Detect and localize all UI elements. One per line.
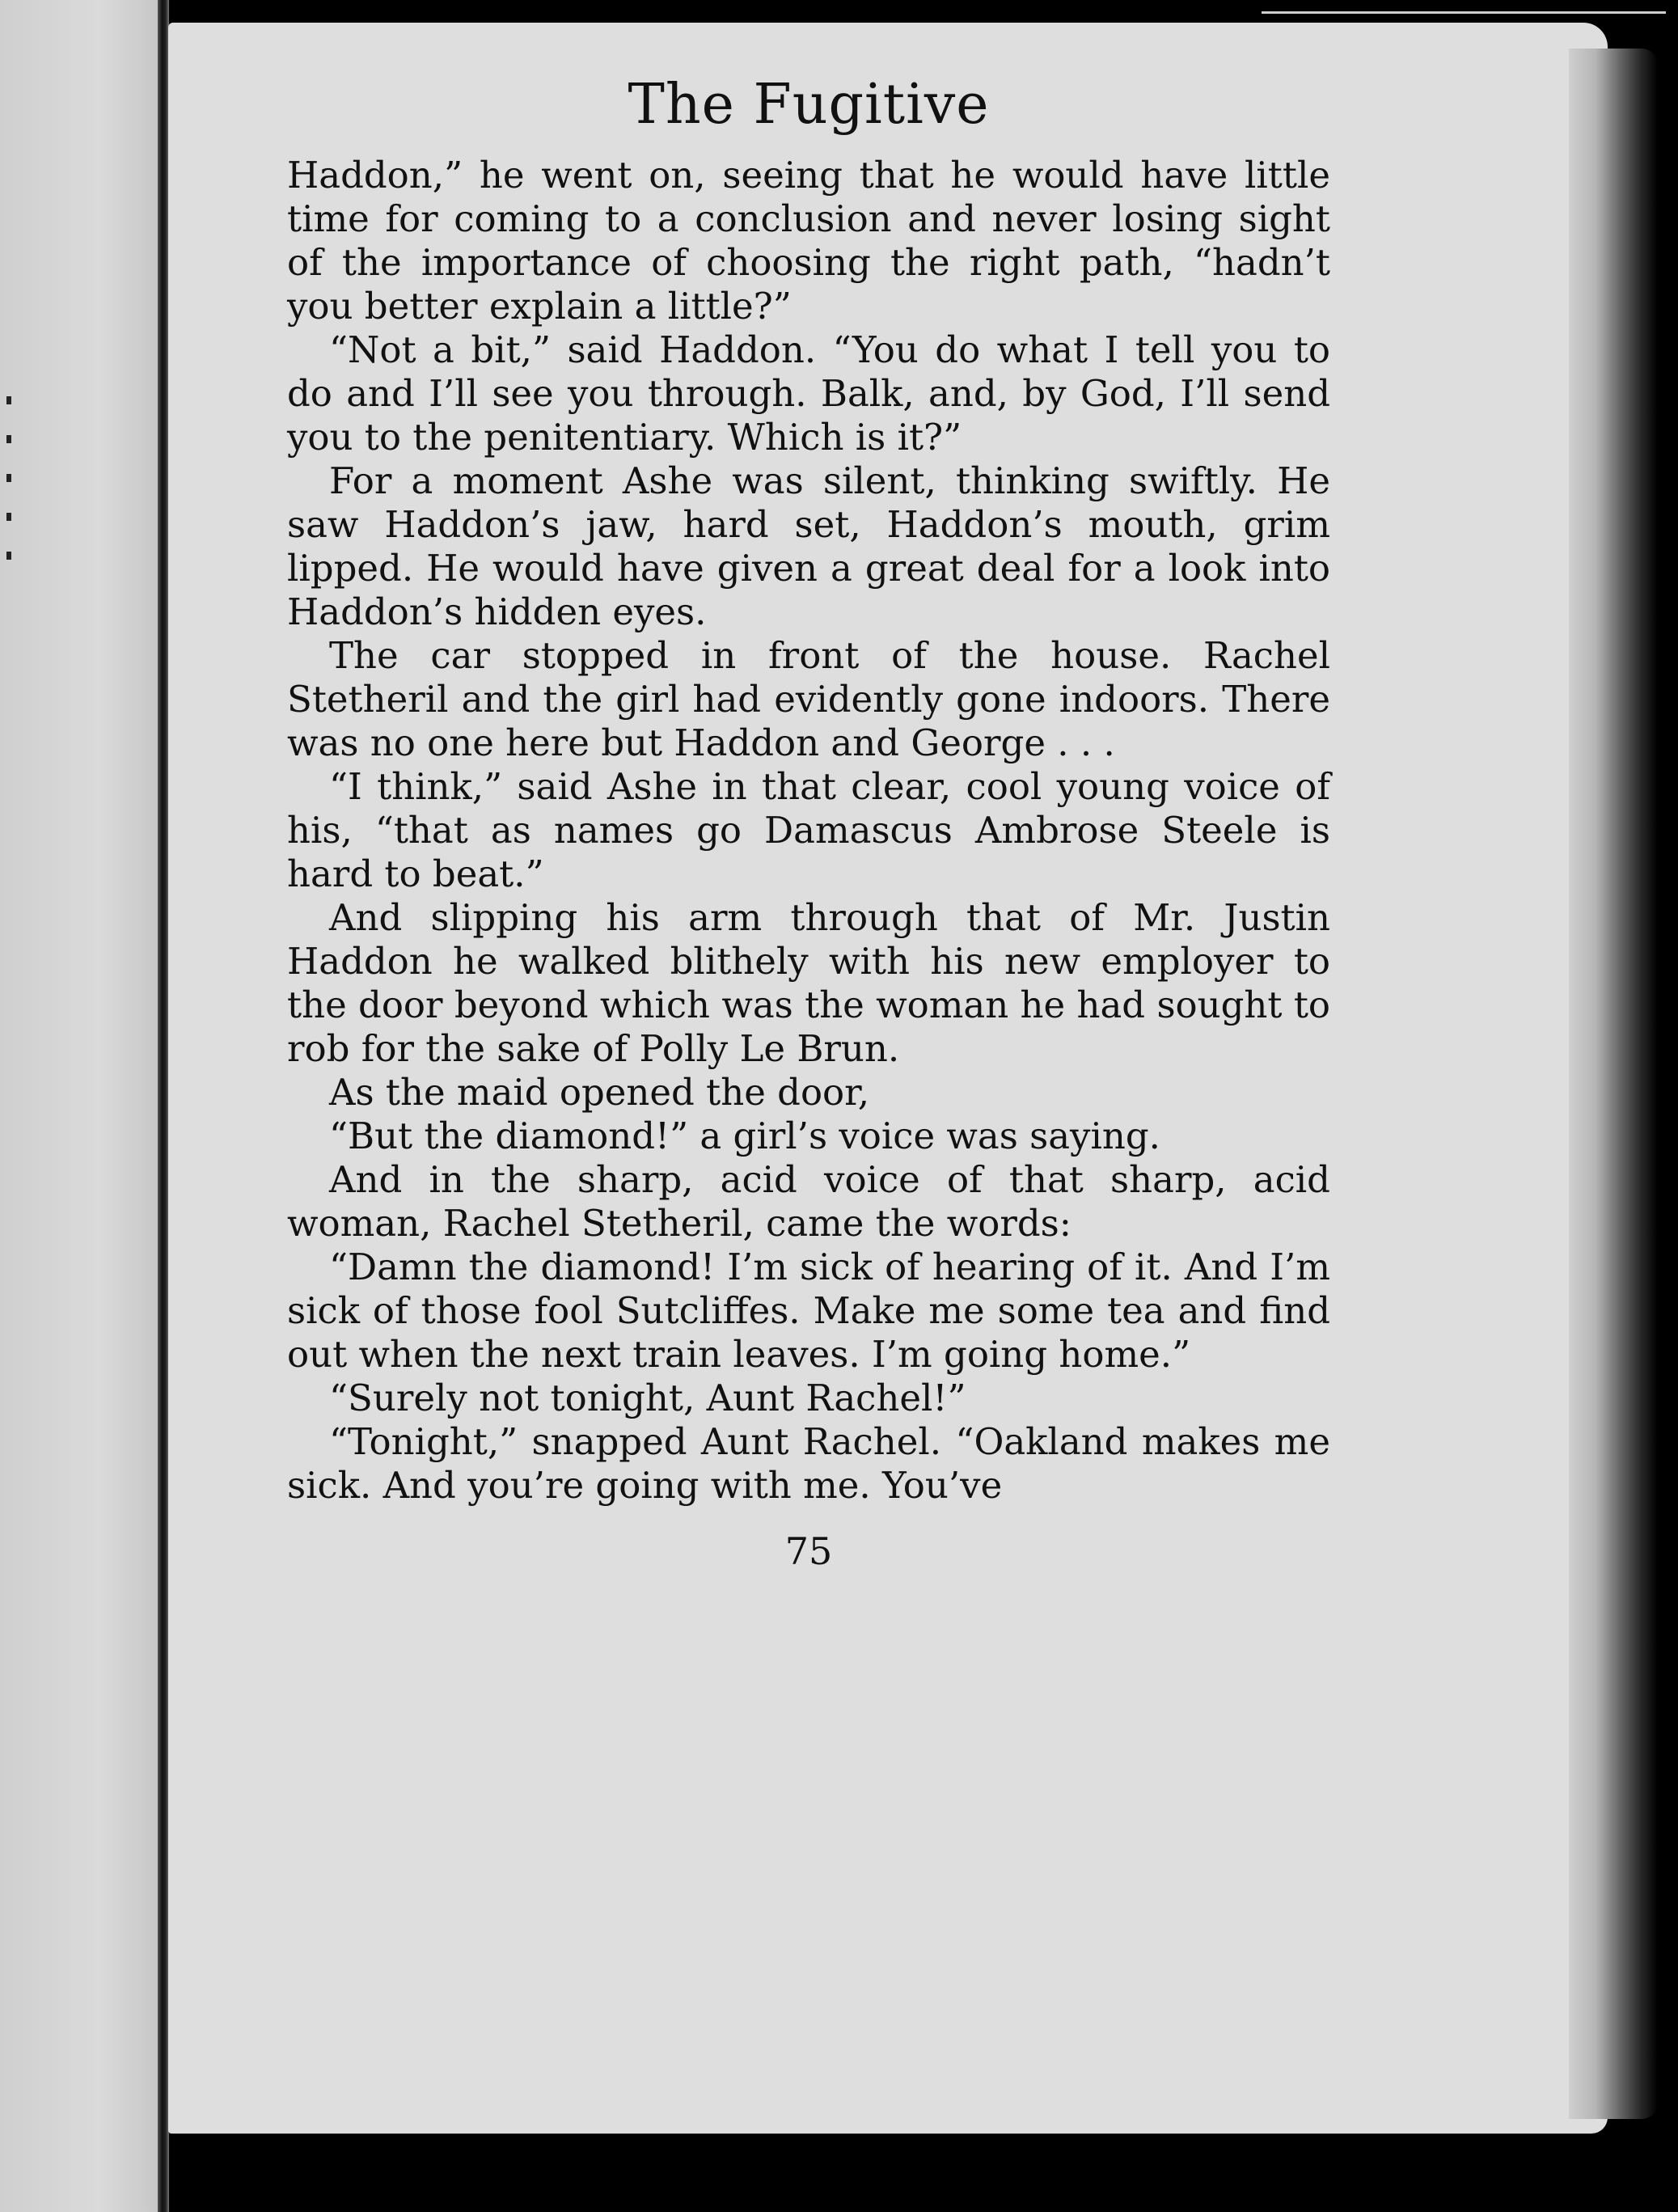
paragraph: “I think,” said Ashe in that clear, cool young voice of his, “that as names go Damascus Ambrose Steele is hard to beat.”: [287, 765, 1330, 895]
paragraph: And slipping his arm through that of Mr. Justin Haddon he walked blithely with his new employer to the door beyond which was the woman he had sought to rob for the sake of Polly Le Brun.: [287, 896, 1330, 1070]
paragraph: And in the sharp, acid voice of that sharp, acid woman, Rachel Stetheril, came the words:: [287, 1158, 1330, 1245]
paragraph: The car stopped in front of the house. Rachel Stetheril and the girl had evidently gone indoors. There was no one here but Haddon and George . . .: [287, 634, 1330, 764]
facing-page-text-fragments: [6, 396, 23, 607]
paragraph: “But the diamond!” a girl’s voice was saying.: [329, 1114, 1160, 1157]
page-number: 75: [784, 1529, 833, 1573]
paragraph: “Damn the diamond! I’m sick of hearing of it. And I’m sick of those fool Sutcliffes. Make me some tea and find out when the next train leaves. I’m going home.”: [287, 1246, 1330, 1376]
paragraph: As the maid opened the door,: [329, 1071, 870, 1114]
facing-page-edge: [0, 0, 166, 2212]
running-head: The Fugitive: [628, 73, 990, 137]
paragraph: “Tonight,” snapped Aunt Rachel. “Oakland makes me sick. And you’re going with me. You’ve: [287, 1420, 1330, 1507]
book-gutter: [158, 0, 169, 2212]
scan-edge-line: [1262, 11, 1666, 14]
paragraph: Haddon,” he went on, seeing that he would have little time for coming to a conclusion and never losing sight of the importance of choosing the right path, “hadn’t you better explain a little?”: [287, 154, 1330, 328]
paragraph: “Surely not tonight, Aunt Rachel!”: [329, 1377, 966, 1419]
paragraph: For a moment Ashe was silent, thinking swiftly. He saw Haddon’s jaw, hard set, Haddon’s mouth, grim lipped. He would have given a great deal for a look into Haddon’s hidden eyes.: [287, 459, 1330, 633]
body-text: [287, 154, 1330, 1508]
page-content: [287, 73, 1330, 1574]
paragraph: “Not a bit,” said Haddon. “You do what I tell you to do and I’ll see you through. Balk, and, by God, I’ll send you to the penitentiary. Which is it?”: [287, 328, 1330, 459]
page-edge-shadow: [1569, 49, 1658, 2119]
